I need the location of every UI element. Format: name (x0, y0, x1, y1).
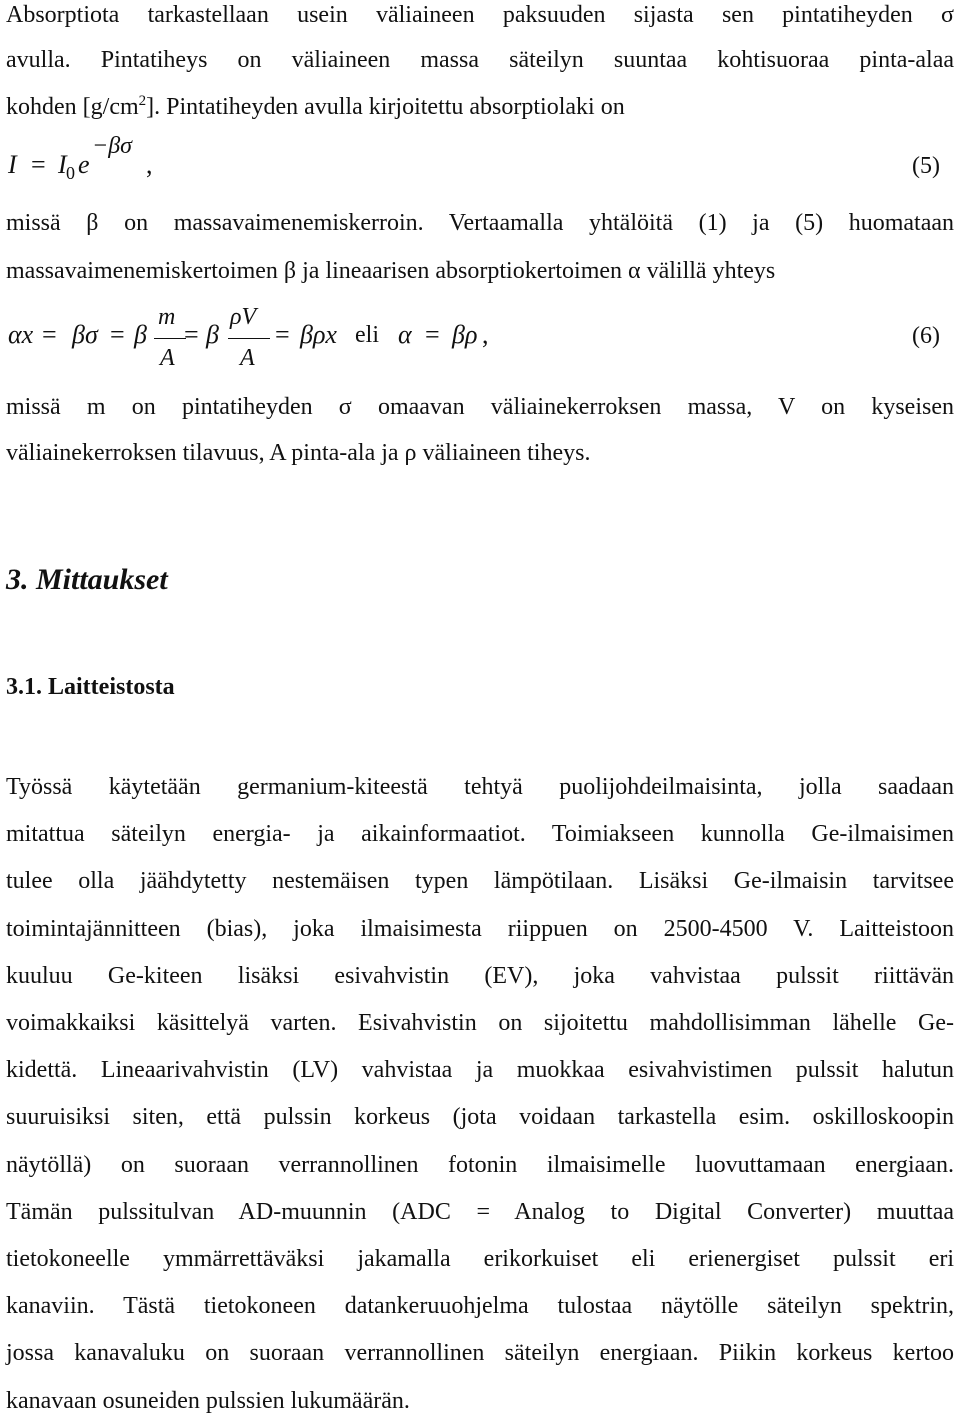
paragraph4-line: jossa kanavaluku on suoraan verrannollinen säteilyn energiaan. Piikin korkeus kertoo (6, 1340, 954, 1366)
paragraph4-line: kuuluu Ge-kiteen lisäksi esivahvistin (EV), joka vahvistaa pulssit riittävän (6, 963, 954, 989)
eq6-beta-sigma: βσ (72, 320, 98, 349)
eq6-m: m (158, 304, 176, 330)
paragraph4-line: toimintajännitteen (bias), joka ilmaisimesta riippuen on 2500-4500 V. Laitteistoon (6, 916, 954, 942)
eq6-fraction-bar-2 (228, 338, 270, 339)
eq5-zero: 0 (66, 163, 75, 183)
eq6-A1: A (160, 345, 175, 371)
paragraph3-line2: väliainekerroksen tilavuus, A pinta-ala ja ρ väliaineen tiheys. (6, 440, 591, 466)
eq6-beta2: β (206, 320, 219, 349)
eq6-alpha-x: αx (8, 320, 34, 349)
paragraph4-line: kidettä. Lineaarivahvistin (LV) vahvistaa ja muokkaa esivahvistimen pulssit halutun (6, 1057, 954, 1083)
paragraph1-line3-after: ]. Pintatiheyden avulla kirjoitettu absorptiolaki on (146, 94, 625, 120)
eq6-beta1: β (134, 320, 147, 349)
paragraph4-line: mitattua säteilyn energia- ja aikainformaatiot. Toimiakseen kunnolla Ge-ilmaisimen (6, 821, 954, 847)
paragraph4-line: suuruisiksi siten, että pulssin korkeus (jota voidaan tarkastella esim. oskilloskoopin (6, 1104, 954, 1130)
eq6-eq2: = (110, 320, 125, 349)
section-3-heading: 3. Mittaukset (6, 563, 168, 596)
eq6-eq3: = (184, 320, 199, 349)
paragraph4-line: tietokoneelle ymmärrettäväksi jakamalla erikorkuiset eli erienergiset pulssit eri (6, 1246, 954, 1272)
eq6-eq1: = (42, 320, 57, 349)
paragraph1-line2: avulla. Pintatiheys on väliaineen massa säteilyn suuntaa kohtisuoraa pinta-alaa (6, 47, 954, 73)
eq6-eq5: = (425, 320, 440, 349)
equation-6 (0, 300, 960, 380)
paragraph2-line2: massavaimenemiskertoimen β ja lineaarisen absorptiokertoimen α välillä yhteys (6, 258, 776, 284)
paragraph3-line1: missä m on pintatiheyden σ omaavan väliainekerroksen massa, V on kyseisen (6, 394, 954, 420)
paragraph1-line3-sup: 2 (138, 93, 147, 109)
paragraph2-line1: missä β on massavaimenemiskerroin. Vertaamalla yhtälöitä (1) ja (5) huomataan (6, 210, 954, 236)
paragraph4-line: voimakkaiksi käsittelyä varten. Esivahvistin on sijoitettu mahdollisimman lähelle Ge- (6, 1010, 954, 1036)
eq6-alpha: α (398, 320, 412, 349)
eq6-beta-rho-x: βρx (300, 320, 337, 349)
paragraph1-line3 (6, 92, 954, 122)
paragraph4-line: tulee olla jäähdytetty nestemäisen typen lämpötilaan. Lisäksi Ge-ilmaisin tarvitsee (6, 868, 954, 894)
eq6-number: (6) (912, 323, 940, 349)
eq5-I0: I (58, 150, 67, 179)
eq5-number: (5) (912, 153, 940, 179)
eq6-eq4: = (275, 320, 290, 349)
eq6-beta-rho: βρ (452, 320, 478, 349)
eq6-comma: , (482, 320, 489, 349)
paragraph4-line: Tämän pulssitulvan AD-muunnin (ADC = Analog to Digital Converter) muuttaa (6, 1199, 954, 1225)
paragraph4-line: kanavaan osuneiden pulssien lukumäärän. (6, 1388, 410, 1414)
eq6-rhoV: ρV (230, 304, 257, 330)
eq5-I: I (8, 150, 17, 179)
eq5-equals: = (31, 150, 46, 179)
eq5-e: e (78, 150, 90, 179)
equation-5 (0, 130, 960, 190)
section-3-1-heading: 3.1. Laitteistosta (6, 674, 175, 700)
eq6-eli: eli (355, 322, 379, 348)
paragraph4-line: näytöllä) on suoraan verrannollinen fotonin ilmaisimelle luovuttamaan energiaan. (6, 1152, 954, 1178)
eq6-A2: A (240, 345, 255, 371)
paragraph1-line1: Absorptiota tarkastellaan usein väliaineen paksuuden sijasta sen pintatiheyden σ (6, 2, 954, 28)
eq5-exponent: −βσ (92, 133, 132, 159)
paragraph4-line: Työssä käytetään germanium-kiteestä tehtyä puolijohdeilmaisinta, jolla saadaan (6, 774, 954, 800)
paragraph4-line: kanaviin. Tästä tietokoneen datankeruuohjelma tulostaa näytölle säteilyn spektrin, (6, 1293, 954, 1319)
eq5-comma: , (146, 150, 153, 179)
eq6-fraction-bar-1 (154, 338, 186, 339)
paragraph1-line3-before: kohden [g/cm (6, 94, 139, 120)
